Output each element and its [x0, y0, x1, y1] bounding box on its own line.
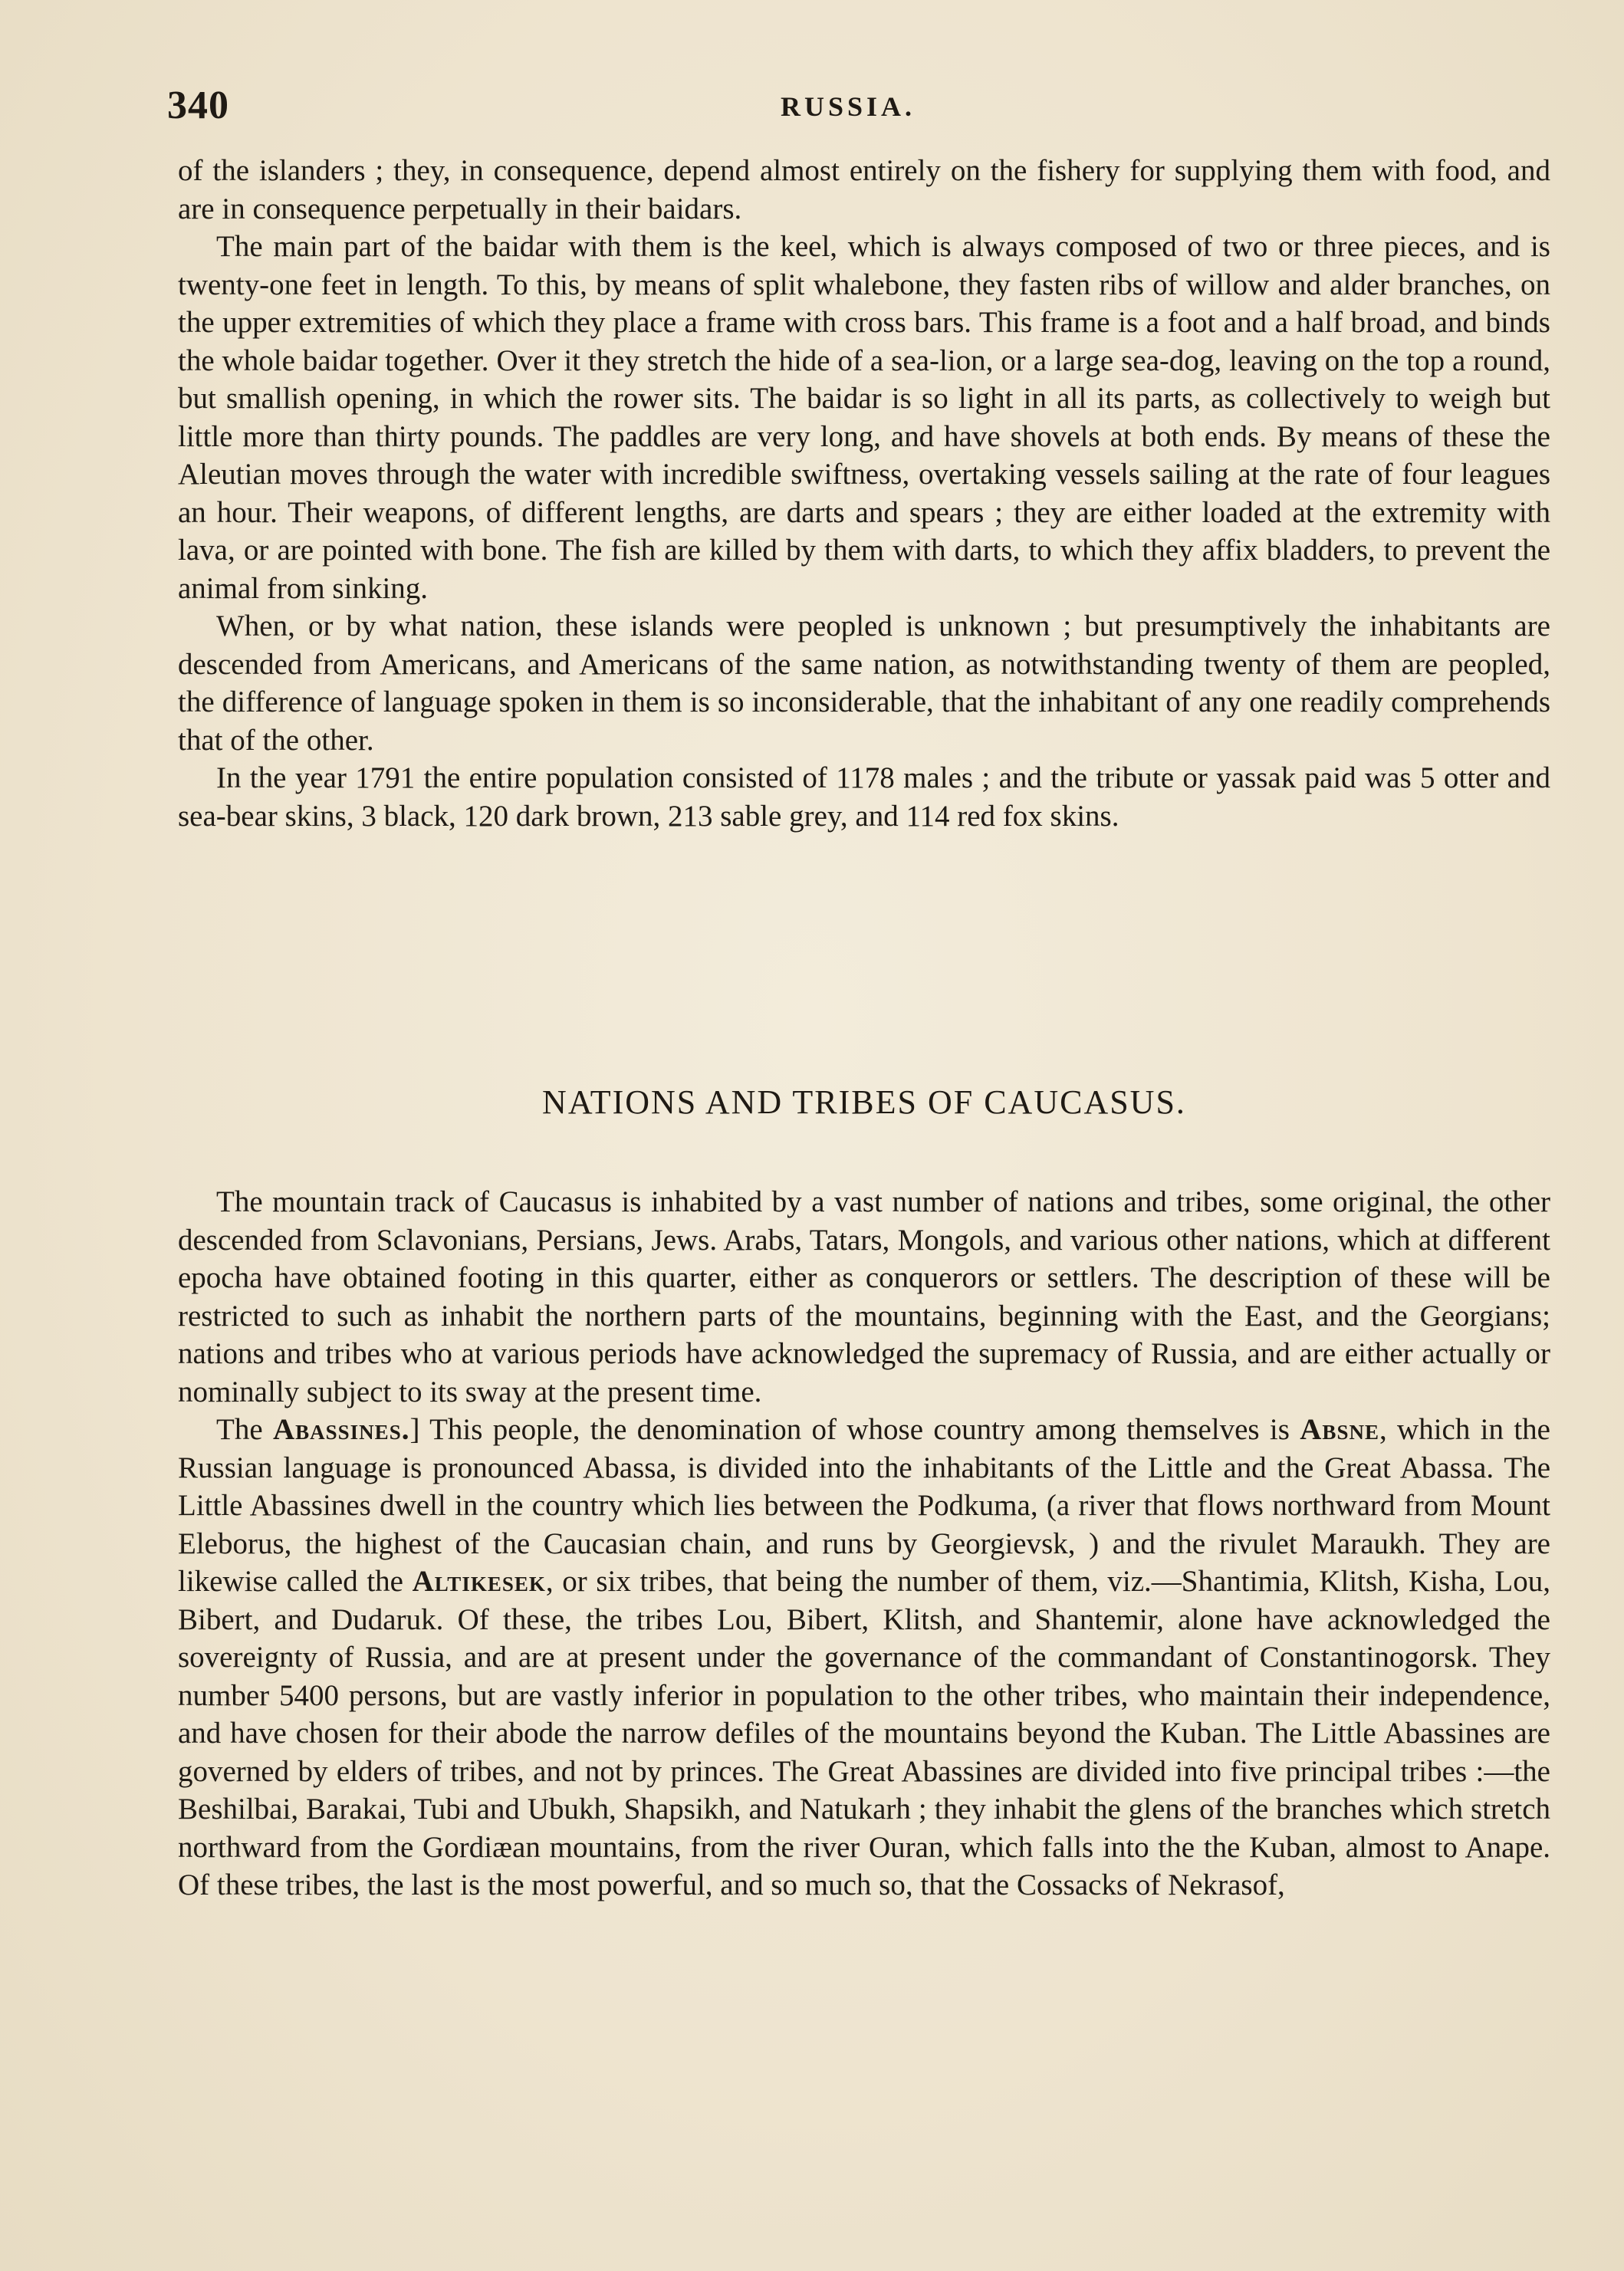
running-head	[167, 83, 1563, 129]
term-abassines: Abassines.	[272, 1413, 410, 1446]
aleutian-text-block	[178, 152, 1550, 835]
section-heading: NATIONS AND TRIBES OF CAUCASUS.	[542, 1083, 1186, 1121]
paragraph-caucasus-intro: The mountain track of Caucasus is inhabited by a vast number of nations and tribes, some original, the other descended from Sclavonians, Persians, Jews. Arabs, Tatars, Mongols, and various other nations, which at different epocha have obtained footing in this quarter, either as conquerors or settlers. The description of these will be restricted to such as inhabit the northern parts of the mountains, beginning with the East, and the Georgians; nations and tribes who at various periods have acknowledged the supremacy of Russia, and are either actually or nominally subject to its sway at the present time.	[178, 1185, 1550, 1408]
paragraph-abassines	[178, 1411, 1550, 1905]
text-c: , or six tribes, that being the number of them, viz.—Shantimia, Klitsh, Kisha, Lou, Bibert, and Dudaruk. Of these, the tribes Lou, Bibert, Klitsh, and Shantemir, alone have acknowledged the sovereignty of Russia, and are at present under the governance of the commandant of Constantinogorsk. They number 5400 persons, but are vastly inferior in population to the other tribes, who maintain their independence, and have chosen for their abode the narrow defiles of the mountains beyond the Kuban. The Little Abassines are governed by elders of tribes, and not by princes. The Great Abassines are divided into five principal tribes :—the Beshilbai, Barakai, Tubi and Ubukh, Shapsikh, and Natukarh ; they inhabit the glens of the branches which stretch northward from the Gordiæan mountains, from the river Ouran, which falls into the the Kuban, almost to Anape. Of these tribes, the last is the most powerful, and so much so, that the Cossacks of Nekrasof,	[178, 1565, 1550, 1901]
text-a: This people, the denomination of whose country among themselves is	[429, 1413, 1300, 1446]
paragraph-baidar: The main part of the baidar with them is the keel, which is always composed of two or three pieces, and is twenty-one feet in length. To this, by means of split whalebone, they fasten ribs of willow and alder branches, on the upper extremities of which they place a frame with cross bars. This frame is a foot and a half broad, and binds the whole baidar together. Over it they stretch the hide of a sea-lion, or a large sea-dog, leaving on the top a round, but smallish opening, in which the rower sits. The baidar is so light in all its parts, as collectively to weigh but little more than thirty pounds. The paddles are very long, and have shovels at both ends. By means of these the Aleutian moves through the water with incredible swiftness, overtaking vessels sailing at the rate of four leagues an hour. Their weapons, of different lengths, are darts and spears ; they are either loaded at the extremity with lava, or are pointed with bone. The fish are killed by them with darts, to which they affix bladders, to prevent the animal from sinking.	[178, 230, 1550, 605]
paragraph-islanders: of the islanders ; they, in consequence, depend almost entirely on the fishery for supplying them with food, and are in consequence perpetually in their baidars.	[178, 154, 1550, 225]
paragraph-population: In the year 1791 the entire population consisted of 1178 males ; and the tribute or yassak paid was 5 otter and sea-bear skins, 3 black, 120 dark brown, 213 sable grey, and 114 red fox skins.	[178, 761, 1550, 833]
caucasus-text-block	[178, 1183, 1550, 1905]
term-altikesek: Altikesek	[412, 1565, 546, 1598]
running-title: RUSSIA.	[781, 91, 916, 122]
lead-in: The	[216, 1413, 273, 1446]
term-absne: Absne	[1300, 1413, 1379, 1446]
text-b: , which in the Russian language is pronounced Abassa, is divided into the inhabitants of the Little and the Great Abassa. The Little Abassines dwell in the country which lies between the Podkuma, (a river that flows northward from Mount Eleborus, the highest of the Caucasian chain, and runs by Georgievsk, ) and the rivulet Maraukh. They are likewise called the	[178, 1413, 1550, 1598]
paragraph-origin: When, or by what nation, these islands were peopled is unknown ; but presumptively the inhabitants are descended from Americans, and Americans of the same nation, as notwithstanding twenty of them are peopled, the difference of language spoken in them is so inconsiderable, that the inhabitant of any one readily comprehends that of the other.	[178, 610, 1550, 757]
bracket: ]	[409, 1413, 430, 1446]
page-number: 340	[167, 84, 229, 127]
